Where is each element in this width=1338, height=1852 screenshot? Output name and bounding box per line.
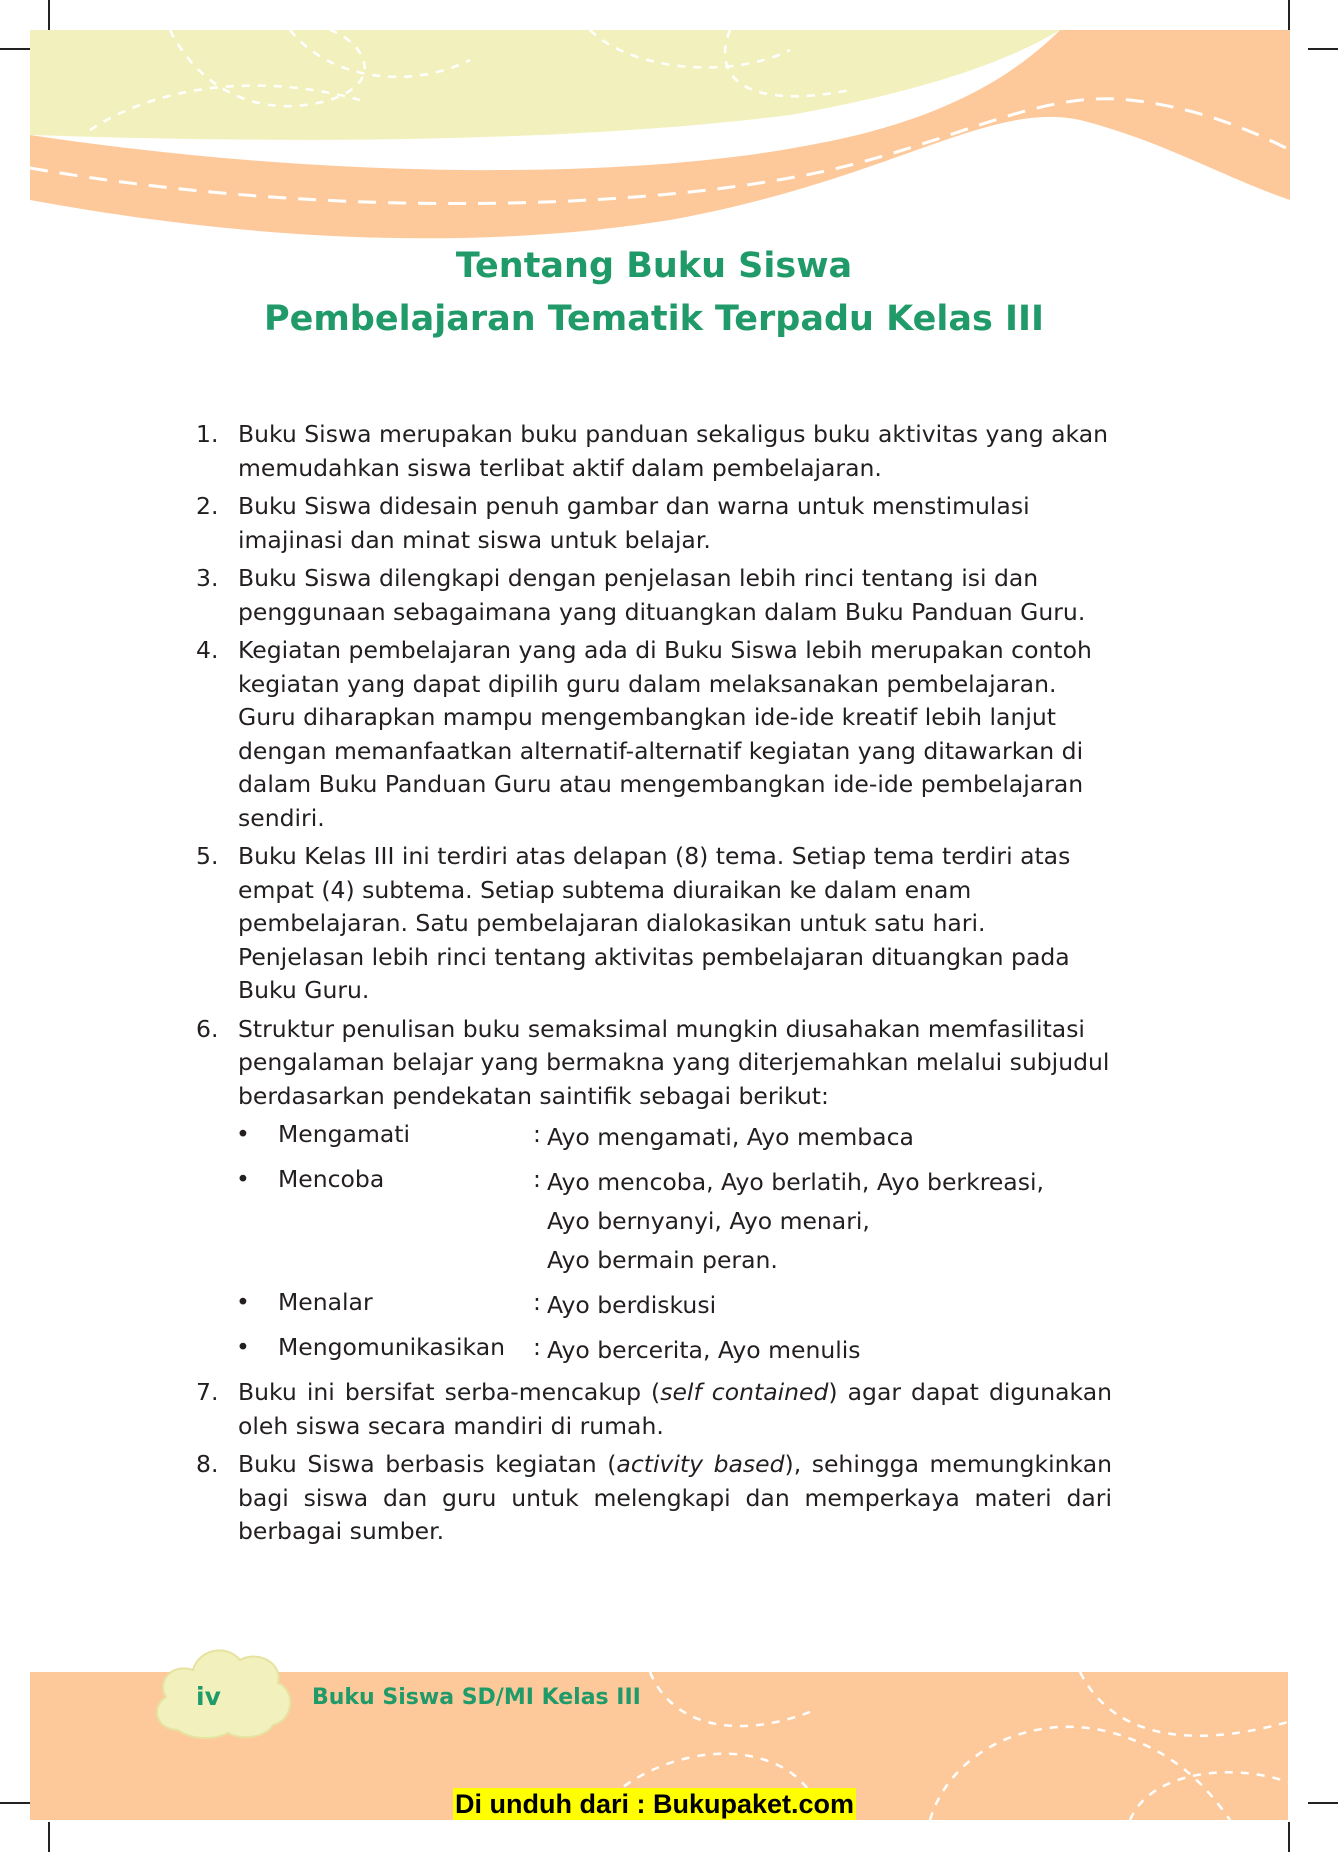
bullet-icon: • [236,1165,250,1193]
list-item [190,840,1112,1008]
bullet-desc: Ayo mengamati, Ayo membaca [547,1123,914,1151]
bullet-row [238,1118,1112,1157]
item-number: 2. [196,492,219,520]
list-item [190,634,1112,835]
bullet-desc-line: Ayo bernyanyi, Ayo menari, [547,1207,870,1235]
cloud-shape [148,1635,298,1745]
bullet-term: Mengomunikasikan [278,1333,505,1361]
item-text: Buku Siswa dilengkapi dengan penjelasan lebih rinci tentang isi dan penggunaan sebagaimana yang dituangkan dalam Buku Panduan Guru. [238,564,1086,626]
bullet-term: Mengamati [278,1120,410,1148]
crop-mark [0,48,30,50]
item-number: 8. [196,1450,219,1478]
item-text-part: Buku ini bersifat serba-mencakup ( [238,1378,661,1406]
item-text: Kegiatan pembelajaran yang ada di Buku Siswa lebih merupakan contoh kegiatan yang dapat dipilih guru dalam melaksanakan pembelajaran. Guru diharapkan mampu mengembangkan ide-ide kreatif lebih lanjut dengan memanfaatkan alternatif-alternatif kegiatan yang ditawarkan di dalam Buku Panduan Guru atau mengembangkan ide-ide pembelajaran sendiri. [238,636,1092,832]
colon: : [533,1288,541,1316]
download-note: Di unduh dari : Bukupaket.com [455,1789,855,1819]
crop-mark [48,1822,50,1852]
crop-mark [1308,48,1338,50]
crop-mark [48,0,50,30]
list-item [190,1448,1112,1549]
title-line-2: Pembelajaran Tematik Terpadu Kelas III [263,299,1045,339]
item-text-part: ), sehingga memungkinkan bagi siswa dan guru untuk melengkapi dan memperkaya materi dari berbagai sumber. [238,1450,1112,1545]
crop-mark [0,1802,30,1804]
item-text: Buku Siswa merupakan buku panduan sekaligus buku aktivitas yang akan memudahkan siswa terlibat aktif dalam pembelajaran. [238,420,1109,482]
bullet-desc [547,1163,1044,1280]
numbered-list [190,418,1112,1549]
bullet-row [238,1286,1112,1325]
item-text-italic: self contained [660,1378,829,1406]
item-text: Struktur penulisan buku semaksimal mungkin diusahakan memfasilitasi pengalaman belajar yang bermakna yang diterjemahkan melalui subjudul berdasarkan pendekatan saintifik sebagai berikut: [238,1014,1110,1110]
bullet-desc: Ayo berdiskusi [547,1291,717,1319]
item-text [238,1448,1112,1549]
page-number: iv [196,1682,221,1711]
colon: : [533,1333,541,1361]
content-list [190,418,1112,1554]
list-item [190,1376,1112,1443]
bullet-term: Menalar [278,1288,373,1316]
bullet-desc-line: Ayo bermain peran. [547,1246,778,1274]
colon: : [533,1120,541,1148]
bullet-icon: • [236,1333,250,1361]
bullet-icon: • [236,1288,250,1316]
list-item [190,418,1112,485]
crop-mark [1308,1802,1338,1804]
crop-mark [1288,0,1290,30]
item-number: 4. [196,636,219,664]
list-item [190,1013,1112,1371]
bullet-desc: Ayo bercerita, Ayo menulis [547,1336,861,1364]
crop-mark [1288,1822,1290,1852]
item-number: 3. [196,564,219,592]
footer-book-title: Buku Siswa SD/MI Kelas III [312,1685,641,1710]
list-item [190,490,1112,557]
bullet-row [238,1331,1112,1370]
item-text: Buku Kelas III ini terdiri atas delapan (8) tema. Setiap tema terdiri atas empat (4) subtema. Setiap subtema diuraikan ke dalam enam pembelajaran. Satu pembelajaran dialokasikan untuk satu hari. Penjelasan lebih rinci tentang aktivitas pembelajaran dituangkan pada Buku Guru. [238,842,1071,1004]
item-text: Buku Siswa didesain penuh gambar dan warna untuk menstimulasi imajinasi dan minat siswa untuk belajar. [238,492,1030,554]
bullet-list [238,1118,1112,1370]
item-text-part: Buku Siswa berbasis kegiatan ( [238,1450,617,1478]
item-number: 1. [196,420,219,448]
colon: : [533,1165,541,1193]
header-wave-decoration [30,30,1290,260]
item-number: 6. [196,1014,219,1043]
item-number: 5. [196,842,219,870]
bullet-desc-line: Ayo mencoba, Ayo berlatih, Ayo berkreasi, [547,1168,1044,1196]
title-line-1: Tentang Buku Siswa [455,246,853,286]
item-number: 7. [196,1378,219,1406]
list-item [190,562,1112,629]
item-text-italic: activity based [616,1450,785,1478]
item-text [238,1376,1112,1443]
item-text-part: ) agar dapat digunakan oleh siswa secara mandiri di rumah. [238,1378,1112,1440]
page-title [0,240,1308,346]
bullet-icon: • [236,1120,250,1148]
bullet-row [238,1163,1112,1280]
bullet-term: Mencoba [278,1165,385,1193]
